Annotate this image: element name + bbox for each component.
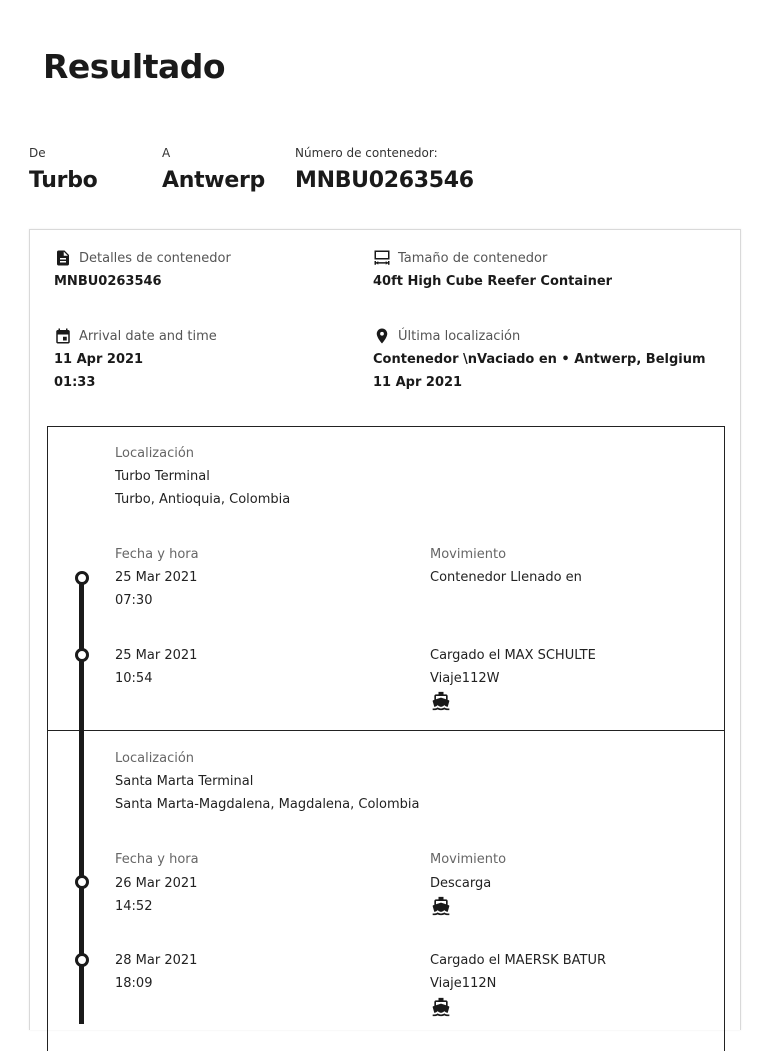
event-date: 25 Mar 2021	[115, 648, 198, 663]
arrival-info	[54, 327, 217, 394]
arrival-time: 01:33	[54, 375, 96, 390]
from-value: Turbo	[29, 168, 98, 193]
event-time: 10:54	[115, 671, 153, 686]
location-pin-icon	[373, 327, 391, 345]
container-details-value: MNBU0263546	[54, 274, 162, 289]
container-size	[373, 249, 612, 293]
container-number-label: Número de contenedor:	[295, 146, 438, 160]
event-movement: Contenedor Llenado en	[430, 570, 582, 585]
location-address: Santa Marta-Magdalena, Magdalena, Colombia	[115, 797, 420, 812]
route-container	[295, 146, 474, 193]
arrival-date: 11 Apr 2021	[54, 352, 144, 367]
container-size-icon	[373, 249, 391, 267]
ship-icon	[431, 896, 451, 916]
event-movement: Cargado el MAX SCHULTE	[430, 648, 596, 663]
date-label: Fecha y hora	[115, 547, 199, 562]
last-location-value: Contenedor \nVaciado en • Antwerp, Belgium	[373, 352, 706, 367]
ship-icon	[431, 997, 451, 1017]
route-to	[162, 146, 265, 193]
timeline-dot	[75, 571, 89, 585]
last-location-label: Última localización	[398, 328, 521, 344]
container-details	[54, 249, 231, 293]
document-icon	[54, 249, 72, 267]
page-title: Resultado	[43, 47, 226, 86]
result-card	[29, 229, 741, 1030]
event-time: 07:30	[115, 593, 153, 608]
movement-label: Movimiento	[430, 852, 507, 867]
event-date: 28 Mar 2021	[115, 953, 198, 968]
location-address: Turbo, Antioquia, Colombia	[115, 492, 291, 507]
container-size-value: 40ft High Cube Reefer Container	[373, 274, 613, 289]
route-from	[29, 146, 97, 193]
location-name: Santa Marta Terminal	[115, 774, 254, 789]
last-location	[373, 327, 706, 394]
date-label: Fecha y hora	[115, 852, 199, 867]
container-number-value: MNBU0263546	[295, 168, 474, 193]
calendar-icon	[54, 327, 72, 345]
location-name: Turbo Terminal	[115, 469, 210, 484]
arrival-label: Arrival date and time	[79, 328, 217, 344]
location-section	[47, 730, 725, 1051]
to-value: Antwerp	[162, 168, 265, 193]
container-size-label: Tamaño de contenedor	[398, 250, 548, 266]
timeline-dot	[75, 648, 89, 662]
to-label: A	[162, 146, 171, 160]
event-time: 18:09	[115, 976, 153, 991]
location-label: Localización	[115, 751, 195, 766]
event-date: 25 Mar 2021	[115, 570, 198, 585]
event-voyage: Viaje112N	[430, 976, 497, 991]
location-label: Localización	[115, 446, 195, 461]
event-movement: Descarga	[430, 876, 492, 891]
event-date: 26 Mar 2021	[115, 876, 198, 891]
timeline-dot	[75, 875, 89, 889]
last-location-date: 11 Apr 2021	[373, 375, 463, 390]
location-section	[47, 426, 725, 731]
ship-icon	[431, 691, 451, 711]
event-movement: Cargado el MAERSK BATUR	[430, 953, 607, 968]
container-details-label: Detalles de contenedor	[79, 250, 231, 266]
event-voyage: Viaje112W	[430, 671, 500, 686]
timeline-dot	[75, 953, 89, 967]
movement-label: Movimiento	[430, 547, 507, 562]
event-time: 14:52	[115, 899, 153, 914]
from-label: De	[29, 146, 46, 160]
